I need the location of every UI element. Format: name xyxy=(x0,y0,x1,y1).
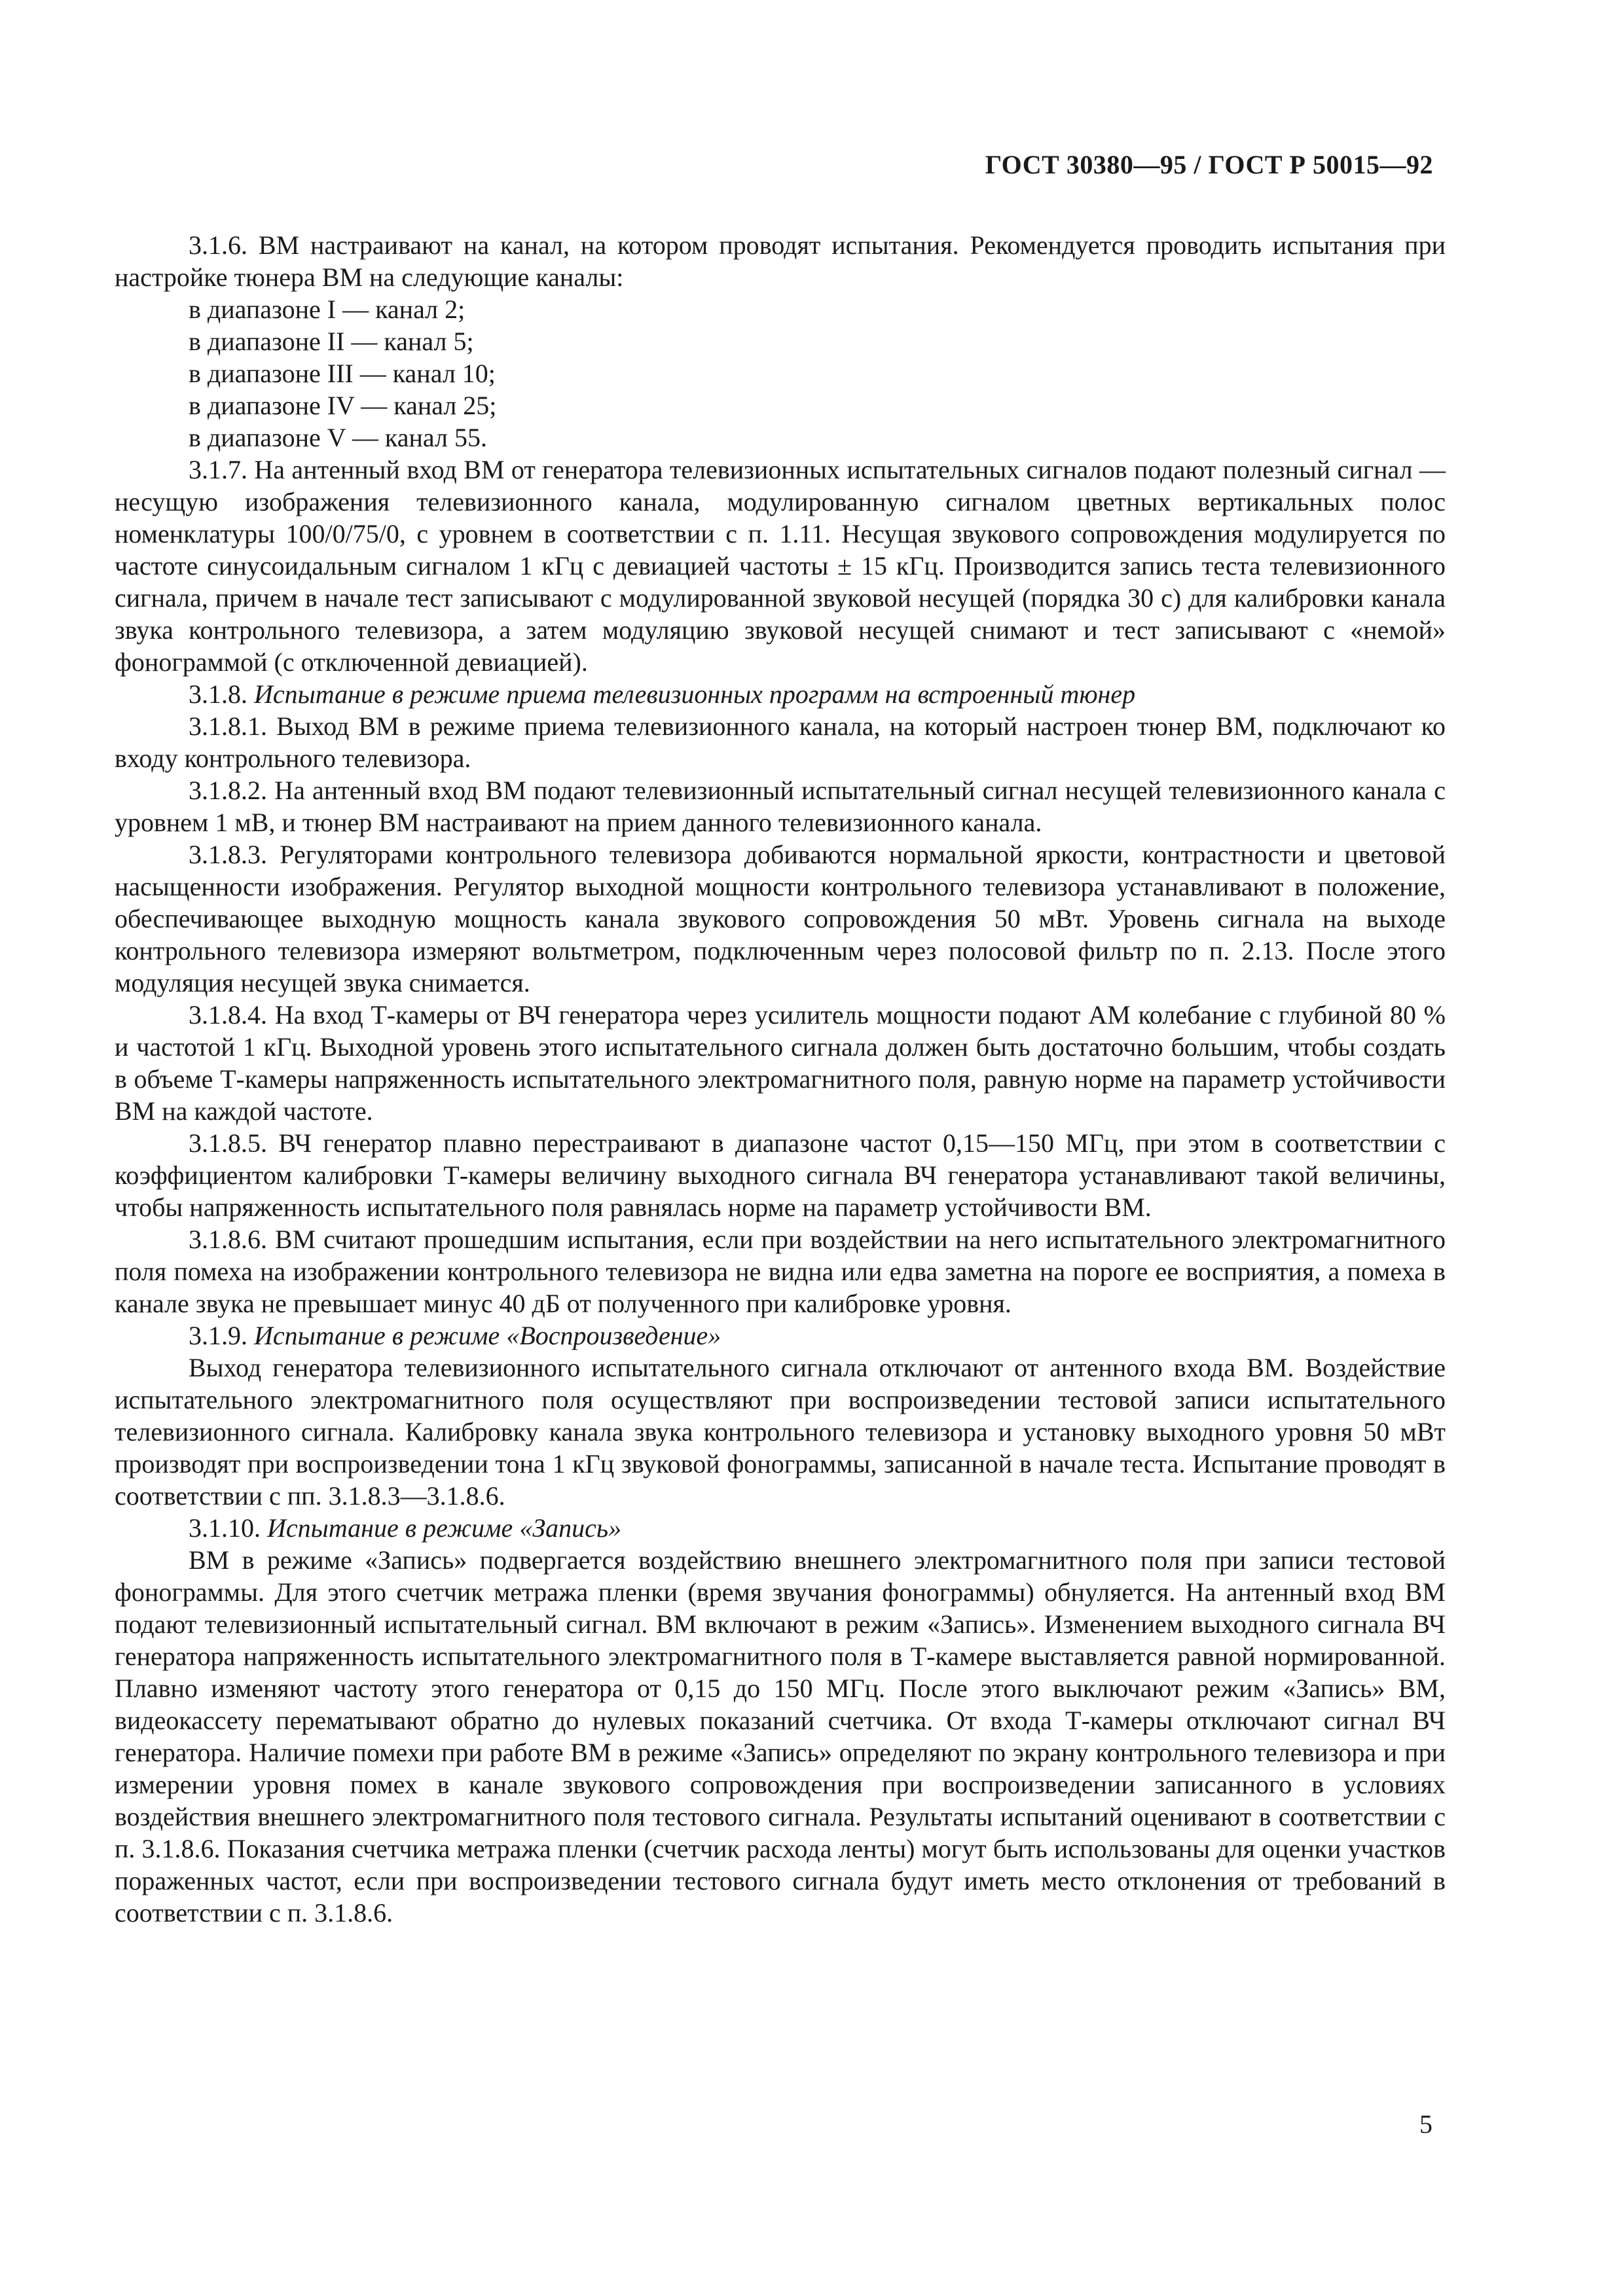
paragraph-3-1-7: 3.1.7. На антенный вход ВМ от генератора телевизионных испытательных сигналов подают полезный сигнал — несущую изображения телевизионного канала, модулированную сигналом цветных вертикальных полос номенклатуры 100/0/75/0, с уровнем в соответствии с п. 1.11. Несущая звукового сопровождения модулируется по частоте синусоидальным сигналом 1 кГц с девиацией частоты ± 15 кГц. Производится запись теста телевизионного сигнала, причем в начале тест записывают с модулированной звуковой несущей (порядка 30 с) для калибровки канала звука контрольного телевизора, а затем модуляцию звуковой несущей снимают и тест записывают с «немой» фонограммой (с отключенной девиацией). xyxy=(115,455,1446,677)
document-body xyxy=(115,229,1446,1929)
paragraph-3-1-10-body: ВМ в режиме «Запись» подвергается воздействию внешнего электромагнитного поля при записи тестовой фонограммы. Для этого счетчик метража пленки (время звучания фонограммы) обнуляется. На антенный вход ВМ подают телевизионный испытательный сигнал. ВМ включают в режим «Запись». Изменением выходного сигнала ВЧ генератора напряженность испытательного электромагнитного поля в Т-камере выставляется равной нормированной. Плавно изменяют частоту этого генератора от 0,15 до 150 МГц. После этого выключают режим «Запись» ВМ, видеокассету перематывают обратно до нулевых показаний счетчика. От входа Т-камеры отключают сигнал ВЧ генератора. Наличие помехи при работе ВМ в режиме «Запись» определяют по экрану контрольного телевизора и при измерении уровня помех в канале звукового сопровождения при воспроизведении записанного в условиях воздействия внешнего электромагнитного поля тестового сигнала. Результаты испытаний оценивают в соответствии с п. 3.1.8.6. Показания счетчика метража пленки (счетчик расхода ленты) могут быть использованы для оценки участков пораженных частот, если при воспроизведении тестового сигнала будут иметь место отклонения от требований в соответствии с п. 3.1.8.6. xyxy=(115,1545,1446,1928)
paragraph-3-1-8-3: 3.1.8.3. Регуляторами контрольного телевизора добиваются нормальной яркости, контрастности и цветовой насыщенности изображения. Регулятор выходной мощности контрольного телевизора устанавливают в положение, обеспечивающее выходную мощность канала звукового сопровождения 50 мВт. Уровень сигнала на выходе контрольного телевизора измеряют вольтметром, подключенным через полосовой фильтр по п. 2.13. После этого модуляция несущей звука снимается. xyxy=(115,840,1446,997)
section-heading-3-1-8 xyxy=(115,678,1446,710)
paragraph-3-1-8-5: 3.1.8.5. ВЧ генератор плавно перестраивают в диапазоне частот 0,15—150 МГц, при этом в соответствии с коэффициентом калибровки Т-камеры величину выходного сигнала ВЧ генератора устанавливают такой величины, чтобы напряженность испытательного поля равнялась норме на параметр устойчивости ВМ. xyxy=(115,1128,1446,1222)
section-number: 3.1.10. xyxy=(189,1513,261,1543)
paragraph-3-1-8-2: 3.1.8.2. На антенный вход ВМ подают телевизионный испытательный сигнал несущей телевизионного канала с уровнем 1 мВ, и тюнер ВМ настраивают на прием данного телевизионного канала. xyxy=(115,776,1446,837)
page-number: 5 xyxy=(1419,2109,1432,2139)
paragraph-3-1-8-4: 3.1.8.4. На вход Т-камеры от ВЧ генератора через усилитель мощности подают АМ колебание с глубиной 80 % и частотой 1 кГц. Выходной уровень этого испытательного сигнала должен быть достаточно большим, чтобы создать в объеме Т-камеры напряженность испытательного электромагнитного поля, равную норме на параметр устойчивости ВМ на каждой частоте. xyxy=(115,1000,1446,1126)
section-heading-3-1-10 xyxy=(115,1512,1446,1544)
paragraph-3-1-6: 3.1.6. ВМ настраивают на канал, на котором проводят испытания. Рекомендуется проводить испытания при настройке тюнера ВМ на следующие каналы: xyxy=(115,230,1446,292)
paragraph-3-1-9-body: Выход генератора телевизионного испытательного сигнала отключают от антенного входа ВМ. Воздействие испытательного электромагнитного поля осуществляют при воспроизведении тестовой записи испытательного телевизионного сигнала. Калибровку канала звука контрольного телевизора и установку выходного уровня 50 мВт производят при воспроизведении тона 1 кГц звуковой фонограммы, записанной в начале теста. Испытание проводят в соответствии с пп. 3.1.8.3—3.1.8.6. xyxy=(115,1353,1446,1511)
section-number: 3.1.9. xyxy=(189,1321,247,1350)
paragraph-3-1-8-6: 3.1.8.6. ВМ считают прошедшим испытания, если при воздействии на него испытательного электромагнитного поля помеха на изображении контрольного телевизора не видна или едва заметна на пороге ее восприятия, а помеха в канале звука не превышает минус 40 дБ от полученного при калибровке уровня. xyxy=(115,1225,1446,1318)
paragraph-3-1-8-1: 3.1.8.1. Выход ВМ в режиме приема телевизионного канала, на который настроен тюнер ВМ, подключают ко входу контрольного телевизора. xyxy=(115,711,1446,773)
section-title: Испытание в режиме «Запись» xyxy=(267,1513,622,1543)
list-item: в диапазоне V — канал 55. xyxy=(189,423,487,452)
section-title: Испытание в режиме «Воспроизведение» xyxy=(254,1321,721,1350)
page-header-standard-number: ГОСТ 30380—95 / ГОСТ Р 50015—92 xyxy=(985,150,1433,179)
section-title: Испытание в режиме приема телевизионных программ на встроенный тюнер xyxy=(254,679,1136,709)
section-heading-3-1-9 xyxy=(115,1319,1446,1352)
section-number: 3.1.8. xyxy=(189,679,247,709)
list-item: в диапазоне IV — канал 25; xyxy=(189,391,497,420)
list-item: в диапазоне III — канал 10; xyxy=(189,359,496,388)
list-item: в диапазоне II — канал 5; xyxy=(189,327,474,356)
list-item: в диапазоне I — канал 2; xyxy=(189,295,465,324)
